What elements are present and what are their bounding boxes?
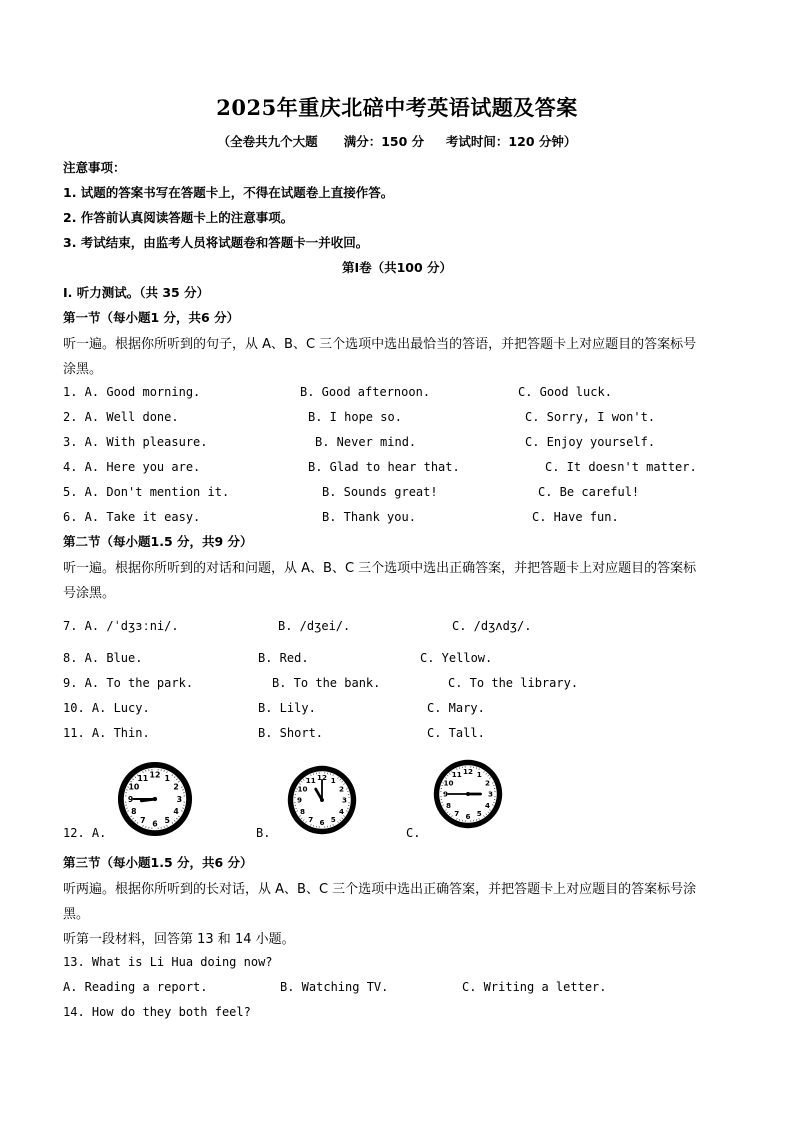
clock-a-image — [115, 760, 195, 838]
clock-number: 12 — [316, 773, 328, 783]
clock-number: 2 — [173, 782, 179, 792]
clock-number: 2 — [484, 778, 490, 788]
clock-number: 9 — [127, 794, 134, 804]
notice-item: 3. 考试结束，由监考人员将试题卷和答题卡一并收回。 — [63, 235, 369, 250]
clock-number: 7 — [140, 816, 146, 826]
question-9-b: B. To the bank. — [272, 676, 381, 690]
clock-number: 12 — [462, 767, 474, 777]
clock-number: 1 — [330, 776, 336, 786]
clock-number: 3 — [176, 794, 183, 804]
clock-center — [153, 797, 157, 801]
section2-instruction: 听一遍。根据你所听到的对话和问题，从 A、B、C 三个选项中选出正确答案，并把答题卡上对应题目的答案标 — [63, 561, 697, 576]
clock-number: 10 — [297, 784, 308, 794]
clock-number: 3 — [341, 795, 348, 805]
question-4-a: 4. A. Here you are. — [63, 460, 201, 474]
question-1-c: C. Good luck. — [518, 385, 612, 399]
section1-heading: 第一节（每小题1 分，共6 分） — [63, 310, 240, 325]
clock-number: 8 — [300, 806, 306, 816]
question-11-a: 11. A. Thin. — [63, 726, 150, 740]
question-10-b: B. Lily. — [258, 701, 316, 715]
clock-b-image — [286, 764, 358, 836]
clock-number: 4 — [484, 800, 490, 810]
question-6-c: C. Have fun. — [532, 510, 619, 524]
clock-number: 6 — [465, 812, 471, 822]
question-7-b: B. /dʒei/. — [278, 619, 351, 633]
question-12-a: 12. A. — [63, 826, 107, 840]
question-11-b: B. Short. — [258, 726, 324, 740]
question-5-b: B. Sounds great! — [322, 485, 438, 499]
notice-heading: 注意事项： — [63, 160, 126, 175]
clock-number: 2 — [338, 784, 344, 794]
clock-number: 5 — [330, 815, 336, 825]
question-9-c: C. To the library. — [448, 676, 579, 690]
section3-material: 听第一段材料，回答第 13 和 14 小题。 — [63, 932, 295, 947]
question-1-b: B. Good afternoon. — [300, 385, 431, 399]
question-8-b: B. Red. — [258, 651, 309, 665]
question-3-b: B. Never mind. — [315, 435, 417, 449]
question-3-c: C. Enjoy yourself. — [525, 435, 656, 449]
clock-number: 3 — [487, 789, 494, 799]
section1-instruction: 听一遍。根据你所听到的句子，从 A、B、C 三个选项中选出最恰当的答语，并把答题卡上对应题目的答案标号 — [63, 337, 697, 352]
question-12-b: B. — [256, 826, 271, 840]
question-8-a: 8. A. Blue. — [63, 651, 143, 665]
clock-number: 11 — [137, 773, 149, 783]
clock-number: 8 — [131, 807, 137, 817]
clock-number: 4 — [173, 807, 179, 817]
clock-number: 4 — [338, 806, 344, 816]
question-2-c: C. Sorry, I won't. — [525, 410, 656, 424]
section3-instruction-cont: 黑。 — [63, 907, 90, 922]
question-13: 13. What is Li Hua doing now? — [63, 955, 273, 969]
question-9-a: 9. A. To the park. — [63, 676, 194, 690]
notice-item: 1. 试题的答案书写在答题卡上，不得在试题卷上直接作答。 — [63, 185, 394, 200]
clock-number: 11 — [451, 770, 462, 780]
question-11-c: C. Tall. — [427, 726, 485, 740]
question-3-a: 3. A. With pleasure. — [63, 435, 208, 449]
question-12-c: C. — [406, 826, 421, 840]
clock-number: 7 — [308, 815, 314, 825]
question-5-c: C. Be careful! — [538, 485, 640, 499]
question-8-c: C. Yellow. — [420, 651, 493, 665]
question-4-b: B. Glad to hear that. — [308, 460, 460, 474]
question-6-b: B. Thank you. — [322, 510, 416, 524]
question-4-c: C. It doesn't matter. — [545, 460, 697, 474]
section1-instruction-cont: 涂黑。 — [63, 362, 103, 377]
section3-heading: 第三节（每小题1.5 分，共6 分） — [63, 855, 253, 870]
clock-number: 12 — [149, 770, 161, 780]
clock-number: 1 — [164, 773, 170, 783]
clock-number: 6 — [319, 818, 325, 828]
question-13-a: A. Reading a report. — [63, 980, 208, 994]
clock-number: 5 — [164, 816, 170, 826]
clock-number: 8 — [446, 800, 452, 810]
page-subtitle: （全卷共九个大题 满分：150 分 考试时间：120 分钟） — [217, 134, 577, 149]
clock-center — [466, 792, 470, 796]
clock-number: 7 — [454, 809, 460, 819]
clock-number: 10 — [443, 778, 454, 788]
clock-number: 9 — [442, 789, 449, 799]
section2-instruction-cont: 号涂黑。 — [63, 586, 116, 601]
clock-number: 11 — [305, 776, 316, 786]
question-14: 14. How do they both feel? — [63, 1005, 251, 1019]
clock-number: 5 — [476, 809, 482, 819]
question-10-a: 10. A. Lucy. — [63, 701, 150, 715]
clock-number: 9 — [296, 795, 303, 805]
question-13-c: C. Writing a letter. — [462, 980, 607, 994]
clock-number: 1 — [476, 770, 482, 780]
question-13-b: B. Watching TV. — [280, 980, 389, 994]
question-2-a: 2. A. Well done. — [63, 410, 179, 424]
question-1-a: 1. A. Good morning. — [63, 385, 201, 399]
clock-c-image — [432, 758, 504, 830]
section3-instruction: 听两遍。根据你所听到的长对话，从 A、B、C 三个选项中选出正确答案，并把答题卡上对应题目的答案标号涂 — [63, 882, 697, 897]
notice-item: 2. 作答前认真阅读答题卡上的注意事项。 — [63, 210, 294, 225]
part1-heading: I. 听力测试。（共 35 分） — [63, 285, 210, 300]
question-6-a: 6. A. Take it easy. — [63, 510, 201, 524]
volume-heading: 第Ⅰ卷（共100 分） — [341, 260, 453, 275]
question-7-a: 7. A. /ˈdʒɜːni/. — [63, 619, 179, 633]
question-7-c: C. /dʒʌdʒ/. — [452, 619, 532, 633]
page-title: 2025年重庆北碚中考英语试题及答案 — [216, 95, 578, 120]
clock-center — [320, 798, 324, 802]
question-5-a: 5. A. Don't mention it. — [63, 485, 230, 499]
clock-number: 10 — [128, 782, 140, 792]
section2-heading: 第二节（每小题1.5 分，共9 分） — [63, 534, 253, 549]
clock-number: 6 — [152, 819, 158, 829]
question-10-c: C. Mary. — [427, 701, 485, 715]
question-2-b: B. I hope so. — [308, 410, 402, 424]
